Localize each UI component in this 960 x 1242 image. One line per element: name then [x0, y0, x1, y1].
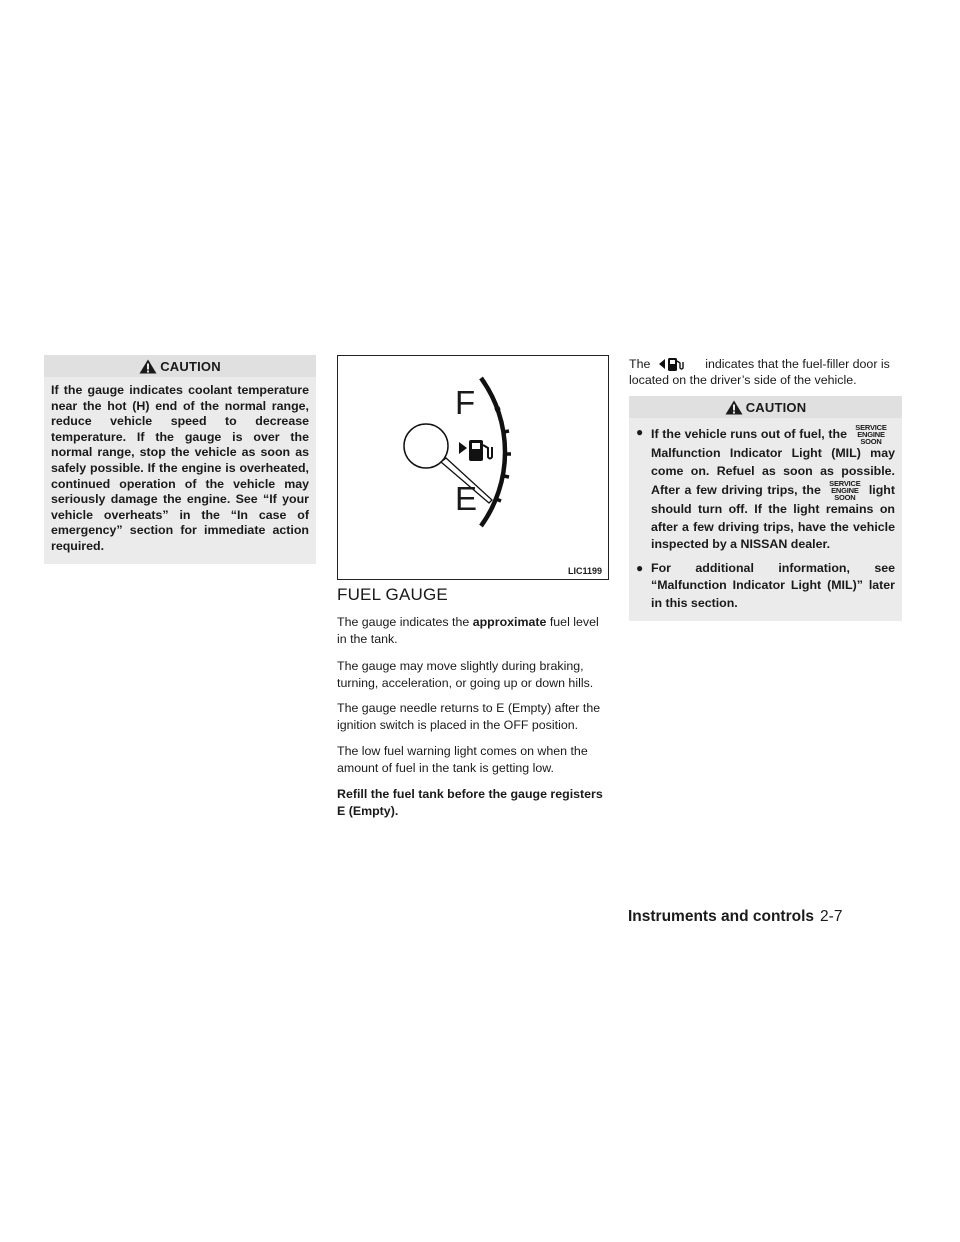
caution-title: CAUTION	[160, 358, 221, 374]
fuel-door-paragraph	[629, 356, 903, 388]
fuel-door-side-icon	[658, 357, 692, 371]
bullet-1-text-a: If the vehicle runs out of fuel, the	[651, 426, 847, 441]
list-item	[636, 560, 895, 613]
fuel-gauge-figure	[337, 355, 609, 580]
list-item	[636, 424, 895, 554]
page-number: 2-7	[820, 908, 843, 925]
bullet-icon: ●	[636, 560, 644, 575]
gauge-arc	[481, 378, 505, 526]
paragraph-approximate	[337, 614, 609, 648]
section-heading-fuel-gauge: FUEL GAUGE	[337, 585, 448, 604]
paragraph-refill: Refill the fuel tank before the gauge registers E (Empty).	[337, 787, 603, 818]
paragraph-movement: The gauge may move slightly during braking, turning, acceleration, or going up or down hills.	[337, 659, 594, 690]
warning-triangle-icon	[725, 400, 743, 415]
service-engine-soon-icon: SERVICE ENGINE SOON	[829, 479, 861, 502]
gauge-label-empty: E	[455, 480, 478, 517]
caution-box-fuel	[629, 396, 902, 621]
p1-text-bold: approximate	[472, 615, 547, 629]
bullet-icon: ●	[636, 425, 644, 439]
fuel-door-text-b: indicates that the fuel-filler door is located on the driver’s side of the vehicle.	[629, 357, 890, 387]
bullet-2-text: For additional information, see “Malfunction Indicator Light (MIL)” later in this section.	[651, 560, 895, 610]
page-footer	[628, 908, 842, 926]
fuel-pump-icon	[459, 440, 492, 461]
p1-text-b: fuel level in the tank.	[337, 615, 599, 646]
gauge-label-full: F	[455, 384, 476, 421]
fuel-door-text-a: The	[629, 357, 651, 371]
paragraph-low-fuel: The low fuel warning light comes on when the amount of fuel in the tank is getting low.	[337, 744, 588, 775]
p1-text-a: The gauge indicates the	[337, 615, 473, 629]
caution-list	[629, 418, 902, 621]
figure-code: LIC1199	[567, 566, 602, 576]
caution-header	[44, 355, 316, 377]
caution-title: CAUTION	[745, 399, 807, 415]
footer-section-title: Instruments and controls	[628, 908, 815, 925]
bullet-1-text-b: Malfunction Indicator Light (MIL) may come on. Refuel as soon as possible. After a few driving trips, the	[651, 446, 895, 497]
paragraph-needle-returns: The gauge needle returns to E (Empty) after the ignition switch is placed in the OFF position.	[337, 701, 601, 732]
caution-text: If the gauge indicates coolant temperature near the hot (H) end of the normal range, reduce vehicle speed to decrease temperature. If the gauge is over the normal range, stop the vehicle as soon as safely possible. If the engine is overheated, continued operation of the vehicle may seriously damage the engine. See “If your vehicle overheats” in the “In case of emergency” section for immediate action required.	[51, 383, 309, 553]
caution-header	[629, 396, 902, 418]
caution-box-coolant	[44, 355, 316, 564]
bullet-1-text-c: light should turn off. If the light remains on after a few driving trips, have the vehicle inspected by a NISSAN dealer.	[651, 482, 895, 551]
warning-triangle-icon	[139, 359, 157, 374]
service-engine-soon-icon: SERVICE ENGINE SOON	[855, 423, 887, 446]
